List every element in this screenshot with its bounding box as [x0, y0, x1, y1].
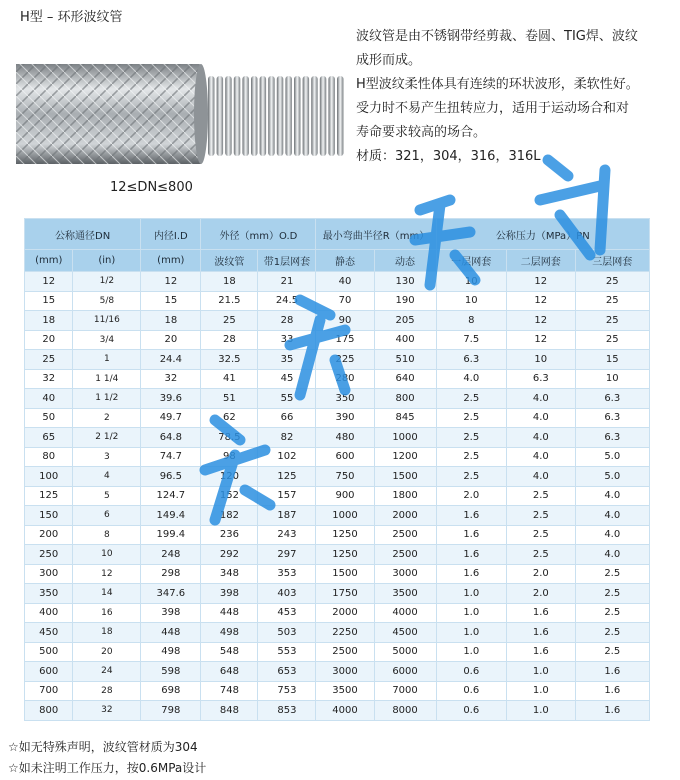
hose-rib	[311, 76, 318, 156]
table-cell: 2.5	[507, 545, 576, 565]
table-cell: 350	[316, 389, 374, 409]
table-cell: 55	[258, 389, 316, 409]
hose-rib	[277, 76, 284, 156]
table-cell: 1200	[374, 447, 436, 467]
table-row	[25, 701, 650, 721]
table-cell: 853	[258, 701, 316, 721]
note: ☆如无特殊声明，波纹管材质为304	[8, 740, 198, 754]
table-cell: 292	[201, 545, 258, 565]
table-cell: 1	[73, 350, 141, 370]
subheader: (mm)	[141, 250, 201, 272]
hose-rib	[234, 76, 241, 156]
table-cell: 2.5	[575, 603, 649, 623]
table-cell: 8	[436, 311, 506, 331]
description-line: 波纹管是由不锈钢带经剪裁、卷圆、TIG焊、波纹	[356, 29, 638, 44]
subheader: (in)	[73, 250, 141, 272]
table-cell: 21	[258, 272, 316, 292]
table-cell: 225	[316, 350, 374, 370]
table-cell: 190	[374, 291, 436, 311]
table-cell: 1.6	[575, 701, 649, 721]
table-cell: 2	[73, 408, 141, 428]
table-cell: 35	[258, 350, 316, 370]
table-row	[25, 408, 650, 428]
table-cell: 78.5	[201, 428, 258, 448]
table-cell: 1500	[316, 564, 374, 584]
hose-rib	[242, 76, 249, 156]
table-cell: 6.3	[575, 389, 649, 409]
table-cell: 74.7	[141, 447, 201, 467]
table-cell: 70	[316, 291, 374, 311]
table-cell: 1.0	[436, 584, 506, 604]
table-cell: 51	[201, 389, 258, 409]
spec-table	[24, 218, 650, 721]
hose-rib	[251, 76, 258, 156]
table-cell: 62	[201, 408, 258, 428]
table-cell: 24.4	[141, 350, 201, 370]
table-cell: 100	[25, 467, 73, 487]
table-cell: 1750	[316, 584, 374, 604]
table-cell: 15	[25, 291, 73, 311]
table-cell: 548	[201, 642, 258, 662]
table-cell: 750	[316, 467, 374, 487]
table-cell: 205	[374, 311, 436, 331]
table-cell: 648	[201, 662, 258, 682]
note: ☆如未注明工作压力，按0.6MPa设计	[8, 761, 207, 775]
hose-rib	[268, 76, 275, 156]
table-cell: 4000	[316, 701, 374, 721]
subheader: 波纹管	[201, 250, 258, 272]
table-cell: 66	[258, 408, 316, 428]
table-cell: 12	[141, 272, 201, 292]
table-cell: 199.4	[141, 525, 201, 545]
table-cell: 236	[201, 525, 258, 545]
table-cell: 2 1/2	[73, 428, 141, 448]
table-row	[25, 272, 650, 292]
table-cell: 5000	[374, 642, 436, 662]
table-cell: 12	[507, 311, 576, 331]
hose-rib	[208, 76, 215, 156]
table-cell: 845	[374, 408, 436, 428]
table-cell: 120	[201, 467, 258, 487]
table-row	[25, 623, 650, 643]
table-cell: 150	[25, 506, 73, 526]
table-row	[25, 545, 650, 565]
table-cell: 1250	[316, 545, 374, 565]
table-cell: 4.0	[575, 486, 649, 506]
table-cell: 8000	[374, 701, 436, 721]
table-cell: 1.6	[436, 545, 506, 565]
table-cell: 600	[316, 447, 374, 467]
table-cell: 6.3	[575, 428, 649, 448]
table-cell: 1.0	[436, 642, 506, 662]
table-cell: 96.5	[141, 467, 201, 487]
table-cell: 798	[141, 701, 201, 721]
table-cell: 448	[201, 603, 258, 623]
table-cell: 10	[575, 369, 649, 389]
table-cell: 800	[374, 389, 436, 409]
table-cell: 600	[25, 662, 73, 682]
table-cell: 503	[258, 623, 316, 643]
table-cell: 24	[73, 662, 141, 682]
table-cell: 2.5	[575, 564, 649, 584]
table-cell: 1.6	[507, 642, 576, 662]
table-cell: 5.0	[575, 447, 649, 467]
table-cell: 20	[25, 330, 73, 350]
table-cell: 1500	[374, 467, 436, 487]
table-cell: 2.5	[436, 408, 506, 428]
table-cell: 2.5	[436, 389, 506, 409]
table-row	[25, 467, 650, 487]
table-cell: 2.0	[436, 486, 506, 506]
table-cell: 4.0	[436, 369, 506, 389]
dn-range-label: 12≤DN≤800	[110, 180, 193, 195]
table-cell: 2.5	[436, 428, 506, 448]
table-cell: 243	[258, 525, 316, 545]
subheader: (mm)	[25, 250, 73, 272]
table-row	[25, 389, 650, 409]
subheader: 三层网套	[575, 250, 649, 272]
table-row	[25, 642, 650, 662]
table-cell: 32	[73, 701, 141, 721]
table-cell: 28	[258, 311, 316, 331]
table-cell: 10	[73, 545, 141, 565]
hose-rib	[217, 76, 224, 156]
table-cell: 510	[374, 350, 436, 370]
table-cell: 2250	[316, 623, 374, 643]
table-cell: 130	[374, 272, 436, 292]
table-cell: 2.5	[575, 642, 649, 662]
header-dn: 公称通径DN	[25, 219, 141, 250]
table-cell: 653	[258, 662, 316, 682]
table-cell: 124.7	[141, 486, 201, 506]
description-line: 受力时不易产生扭转应力，适用于运动场合和对	[356, 101, 630, 116]
subheader: 动态	[374, 250, 436, 272]
table-cell: 1.0	[507, 701, 576, 721]
table-row	[25, 564, 650, 584]
table-cell: 12	[25, 272, 73, 292]
table-cell: 175	[316, 330, 374, 350]
table-cell: 348	[201, 564, 258, 584]
table-cell: 15	[141, 291, 201, 311]
table-cell: 80	[25, 447, 73, 467]
table-cell: 2.5	[507, 506, 576, 526]
table-cell: 41	[201, 369, 258, 389]
table-cell: 82	[258, 428, 316, 448]
table-row	[25, 428, 650, 448]
table-cell: 39.6	[141, 389, 201, 409]
table-cell: 24.5	[258, 291, 316, 311]
table-cell: 18	[73, 623, 141, 643]
table-cell: 45	[258, 369, 316, 389]
table-cell: 700	[25, 681, 73, 701]
table-cell: 4.0	[507, 447, 576, 467]
table-cell: 1250	[316, 525, 374, 545]
table-cell: 7000	[374, 681, 436, 701]
table-cell: 2500	[316, 642, 374, 662]
table-row	[25, 447, 650, 467]
table-cell: 18	[201, 272, 258, 292]
page-title: H型 – 环形波纹管	[20, 10, 123, 25]
table-row	[25, 662, 650, 682]
table-cell: 149.4	[141, 506, 201, 526]
table-cell: 28	[73, 681, 141, 701]
table-row	[25, 506, 650, 526]
table-cell: 50	[25, 408, 73, 428]
table-cell: 2500	[374, 525, 436, 545]
hose-rib	[337, 76, 344, 156]
table-cell: 125	[25, 486, 73, 506]
table-cell: 1.6	[436, 564, 506, 584]
table-cell: 6	[73, 506, 141, 526]
table-cell: 10	[436, 291, 506, 311]
table-cell: 0.6	[436, 701, 506, 721]
table-cell: 12	[507, 330, 576, 350]
table-row	[25, 525, 650, 545]
table-cell: 20	[73, 642, 141, 662]
table-cell: 4.0	[575, 525, 649, 545]
table-row	[25, 603, 650, 623]
table-cell: 5.0	[575, 467, 649, 487]
description	[356, 25, 666, 169]
table-cell: 182	[201, 506, 258, 526]
table-cell: 390	[316, 408, 374, 428]
table-cell: 12	[73, 564, 141, 584]
table-cell: 280	[316, 369, 374, 389]
table-cell: 498	[141, 642, 201, 662]
table-cell: 1.0	[507, 662, 576, 682]
table-cell: 553	[258, 642, 316, 662]
description-line: 材质：321，304，316，316L	[356, 149, 541, 164]
table-cell: 2.0	[507, 564, 576, 584]
table-cell: 300	[25, 564, 73, 584]
table-cell: 3500	[316, 681, 374, 701]
table-cell: 480	[316, 428, 374, 448]
table-cell: 200	[25, 525, 73, 545]
table-cell: 3/4	[73, 330, 141, 350]
table-cell: 5	[73, 486, 141, 506]
table-cell: 4.0	[575, 545, 649, 565]
table-cell: 6000	[374, 662, 436, 682]
table-cell: 4.0	[507, 389, 576, 409]
table-cell: 2000	[316, 603, 374, 623]
table-cell: 4500	[374, 623, 436, 643]
table-cell: 1.0	[436, 603, 506, 623]
table-cell: 25	[575, 291, 649, 311]
table-row	[25, 486, 650, 506]
table-cell: 1 1/2	[73, 389, 141, 409]
hose-rib	[294, 76, 301, 156]
subheader: 一层网套	[436, 250, 506, 272]
description-line: 寿命要求较高的场合。	[356, 125, 487, 140]
table-cell: 64.8	[141, 428, 201, 448]
table-cell: 2.5	[507, 525, 576, 545]
table-cell: 248	[141, 545, 201, 565]
table-cell: 25	[575, 272, 649, 292]
table-cell: 18	[25, 311, 73, 331]
table-row	[25, 291, 650, 311]
table-cell: 0.6	[436, 681, 506, 701]
table-cell: 498	[201, 623, 258, 643]
table-cell: 698	[141, 681, 201, 701]
table-cell: 640	[374, 369, 436, 389]
table-cell: 33	[258, 330, 316, 350]
table-cell: 298	[141, 564, 201, 584]
hose-rib	[285, 76, 292, 156]
table-cell: 748	[201, 681, 258, 701]
table-cell: 2.5	[436, 467, 506, 487]
table-cell: 900	[316, 486, 374, 506]
table-cell: 4	[73, 467, 141, 487]
table-cell: 40	[316, 272, 374, 292]
table-cell: 8	[73, 525, 141, 545]
table-cell: 28	[201, 330, 258, 350]
table-cell: 2.5	[575, 584, 649, 604]
header-id: 内径I.D	[141, 219, 201, 250]
table-cell: 1.6	[436, 506, 506, 526]
table-row	[25, 681, 650, 701]
table-row	[25, 330, 650, 350]
table-cell: 98	[201, 447, 258, 467]
table-cell: 6.3	[575, 408, 649, 428]
hose-rib	[320, 76, 327, 156]
table-cell: 12	[507, 272, 576, 292]
table-cell: 3000	[374, 564, 436, 584]
hose-rib	[260, 76, 267, 156]
table-cell: 4.0	[507, 408, 576, 428]
table-cell: 1/2	[73, 272, 141, 292]
table-cell: 4000	[374, 603, 436, 623]
subheader: 带1层网套	[258, 250, 316, 272]
table-cell: 49.7	[141, 408, 201, 428]
table-cell: 4.0	[575, 506, 649, 526]
table-cell: 403	[258, 584, 316, 604]
table-row	[25, 311, 650, 331]
table-cell: 3500	[374, 584, 436, 604]
hose-product-image	[16, 60, 346, 170]
table-cell: 448	[141, 623, 201, 643]
table-cell: 5/8	[73, 291, 141, 311]
table-cell: 800	[25, 701, 73, 721]
table-cell: 10	[436, 272, 506, 292]
table-cell: 500	[25, 642, 73, 662]
table-cell: 1.6	[507, 603, 576, 623]
table-cell: 2000	[374, 506, 436, 526]
table-cell: 450	[25, 623, 73, 643]
header-od: 外径（mm）O.D	[201, 219, 316, 250]
table-cell: 2.5	[436, 447, 506, 467]
table-cell: 3	[73, 447, 141, 467]
table-cell: 187	[258, 506, 316, 526]
table-cell: 4.0	[507, 428, 576, 448]
table-cell: 0.6	[436, 662, 506, 682]
description-line: H型波纹柔性体具有连续的环状波形，柔软性好。	[356, 77, 639, 92]
table-cell: 2.0	[507, 584, 576, 604]
header-radius: 最小弯曲半径R（mm）	[316, 219, 436, 250]
table-cell: 2500	[374, 545, 436, 565]
table-cell: 453	[258, 603, 316, 623]
hose-rib	[225, 76, 232, 156]
table-cell: 125	[258, 467, 316, 487]
description-line: 成形而成。	[356, 53, 422, 68]
table-row	[25, 584, 650, 604]
table-row	[25, 350, 650, 370]
table-cell: 347.6	[141, 584, 201, 604]
table-cell: 848	[201, 701, 258, 721]
notes	[8, 737, 206, 779]
table-cell: 350	[25, 584, 73, 604]
table-cell: 11/16	[73, 311, 141, 331]
table-cell: 65	[25, 428, 73, 448]
table-cell: 7.5	[436, 330, 506, 350]
table-cell: 14	[73, 584, 141, 604]
table-cell: 25	[201, 311, 258, 331]
table-cell: 1.0	[507, 681, 576, 701]
table-cell: 152	[201, 486, 258, 506]
table-cell: 18	[141, 311, 201, 331]
table-cell: 40	[25, 389, 73, 409]
table-cell: 15	[575, 350, 649, 370]
table-cell: 25	[25, 350, 73, 370]
table-cell: 353	[258, 564, 316, 584]
table-cell: 6.3	[507, 369, 576, 389]
table-cell: 400	[374, 330, 436, 350]
table-cell: 32.5	[201, 350, 258, 370]
table-cell: 2.5	[575, 623, 649, 643]
table-cell: 1.6	[575, 662, 649, 682]
table-cell: 398	[141, 603, 201, 623]
hose-rib	[303, 76, 310, 156]
table-cell: 16	[73, 603, 141, 623]
table-cell: 90	[316, 311, 374, 331]
table-cell: 21.5	[201, 291, 258, 311]
table-cell: 297	[258, 545, 316, 565]
table-cell: 20	[141, 330, 201, 350]
table-cell: 32	[141, 369, 201, 389]
table-cell: 32	[25, 369, 73, 389]
table-cell: 398	[201, 584, 258, 604]
table-cell: 1.6	[507, 623, 576, 643]
subheader: 二层网套	[507, 250, 576, 272]
table-cell: 1000	[374, 428, 436, 448]
table-cell: 1.6	[575, 681, 649, 701]
table-cell: 1000	[316, 506, 374, 526]
table-cell: 102	[258, 447, 316, 467]
table-cell: 25	[575, 330, 649, 350]
subheader: 静态	[316, 250, 374, 272]
table-cell: 1800	[374, 486, 436, 506]
table-cell: 1.0	[436, 623, 506, 643]
table-cell: 12	[507, 291, 576, 311]
table-cell: 157	[258, 486, 316, 506]
table-cell: 10	[507, 350, 576, 370]
table-cell: 400	[25, 603, 73, 623]
table-cell: 6.3	[436, 350, 506, 370]
table-cell: 1 1/4	[73, 369, 141, 389]
table-cell: 25	[575, 311, 649, 331]
table-cell: 1.6	[436, 525, 506, 545]
table-cell: 2.5	[507, 486, 576, 506]
table-cell: 753	[258, 681, 316, 701]
table-cell: 598	[141, 662, 201, 682]
table-row	[25, 369, 650, 389]
table-cell: 4.0	[507, 467, 576, 487]
table-cell: 250	[25, 545, 73, 565]
hose-rib	[328, 76, 335, 156]
table-cell: 3000	[316, 662, 374, 682]
header-pressure: 公称压力（MPa）PN	[436, 219, 649, 250]
